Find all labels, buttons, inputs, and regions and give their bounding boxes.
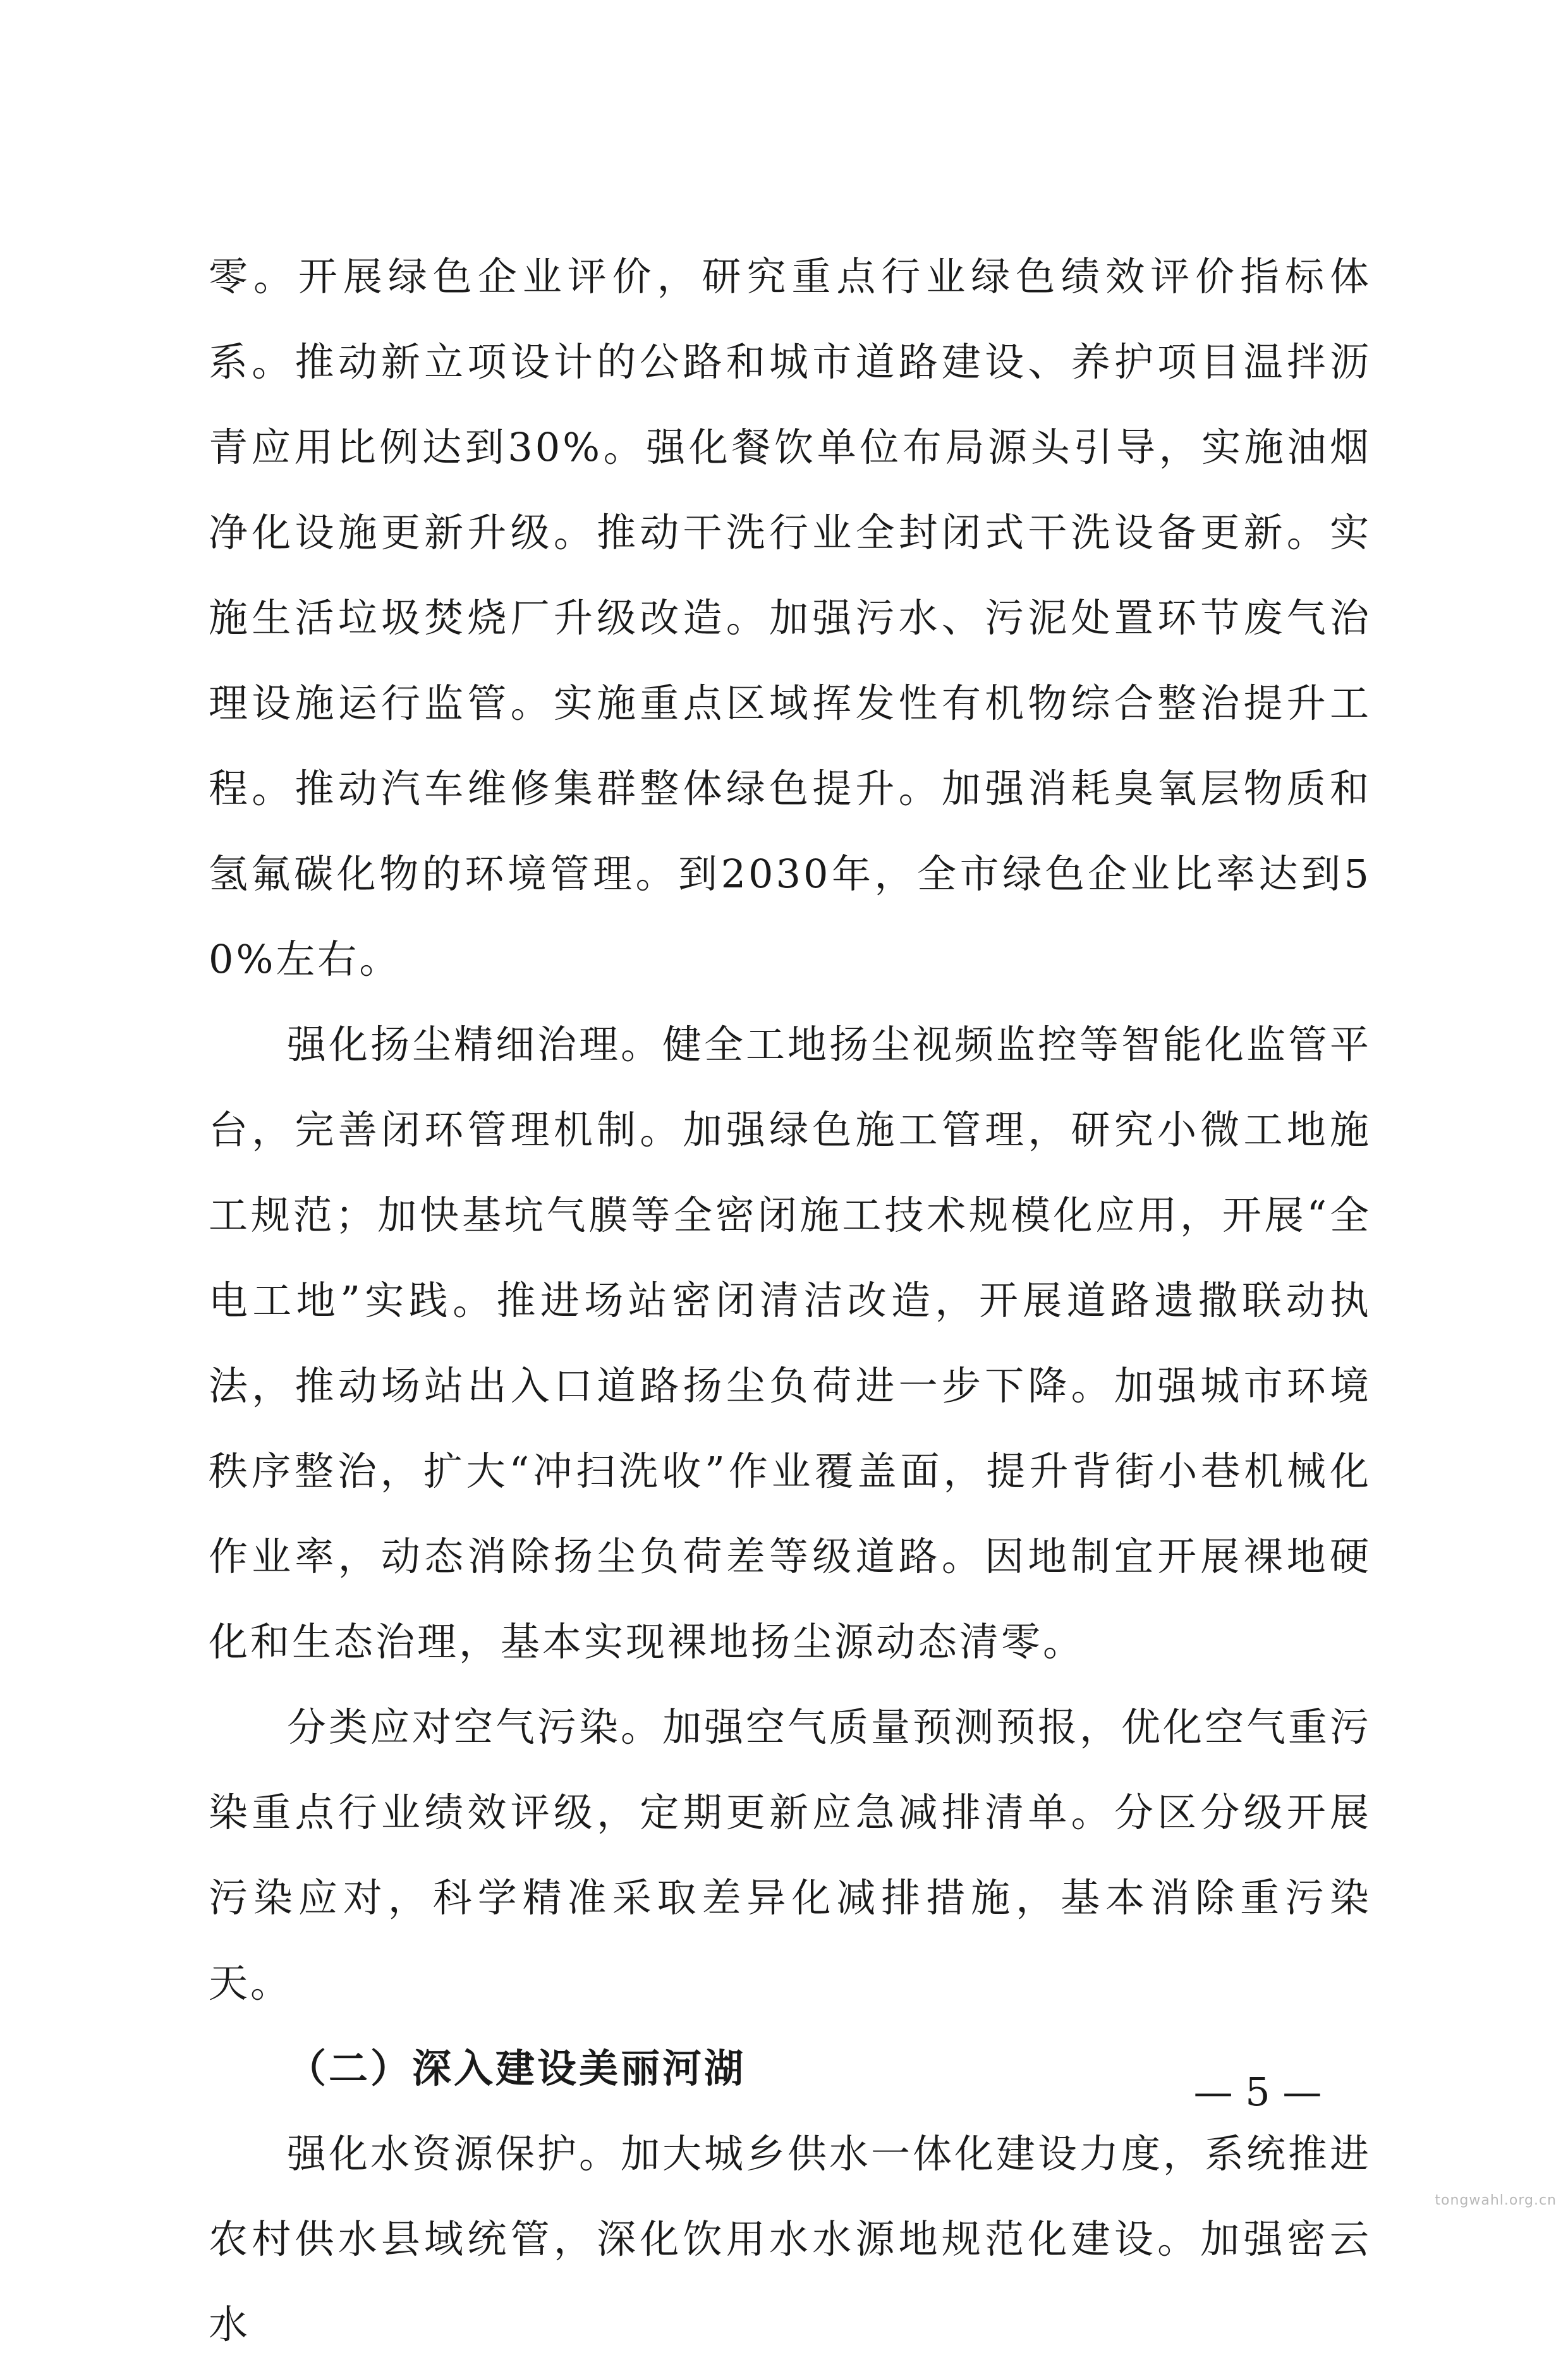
paragraph-dust-control: 强化扬尘精细治理。健全工地扬尘视频监控等智能化监管平台，完善闭环管理机制。加强绿色施工管理，研究小微工地施工规范；加快基坑气膜等全密闭施工技术规模化应用，开展“全电工地”实践。推进场站密闭清洁改造，开展道路遗撒联动执法，推动场站出入口道路扬尘负荷进一步下降。加强城市环境秩序整治，扩大“冲扫洗收”作业覆盖面，提升背街小巷机械化作业率，动态消除扬尘负荷差等级道路。因地制宜开展裸地硬化和生态治理，基本实现裸地扬尘源动态清零。 — [209, 1021, 1372, 1665]
watermark-text: tongwahl.org.cn — [1435, 2193, 1557, 2208]
paragraph-water-protection: 强化水资源保护。加大城乡供水一体化建设力度，系统推进农村供水县域统管，深化饮用水水源地规范化建设。加强密云水 — [209, 2131, 1372, 2347]
page-number: — 5 — — [1193, 2069, 1322, 2115]
document-body — [209, 234, 1371, 2367]
paragraph-air-pollution-response: 分类应对空气污染。加强空气质量预测预报，优化空气重污染重点行业绩效评级，定期更新应急减排清单。分区分级开展污染应对，科学精准采取差异化减排措施，基本消除重污染天。 — [209, 1704, 1372, 2006]
paragraph-continued: 零。开展绿色企业评价，研究重点行业绿色绩效评价指标体系。推动新立项设计的公路和城市道路建设、养护项目温拌沥青应用比例达到30%。强化餐饮单位布局源头引导，实施油烟净化设施更新升级。推动干洗行业全封闭式干洗设备更新。实施生活垃圾焚烧厂升级改造。加强污水、污泥处置环节废气治理设施运行监管。实施重点区域挥发性有机物综合整治提升工程。推动汽车维修集群整体绿色提升。加强消耗臭氧层物质和氢氟碳化物的环境管理。到2030年，全市绿色企业比率达到50%左右。 — [209, 253, 1371, 982]
section-heading: （二）深入建设美丽河湖 — [287, 2045, 746, 2091]
